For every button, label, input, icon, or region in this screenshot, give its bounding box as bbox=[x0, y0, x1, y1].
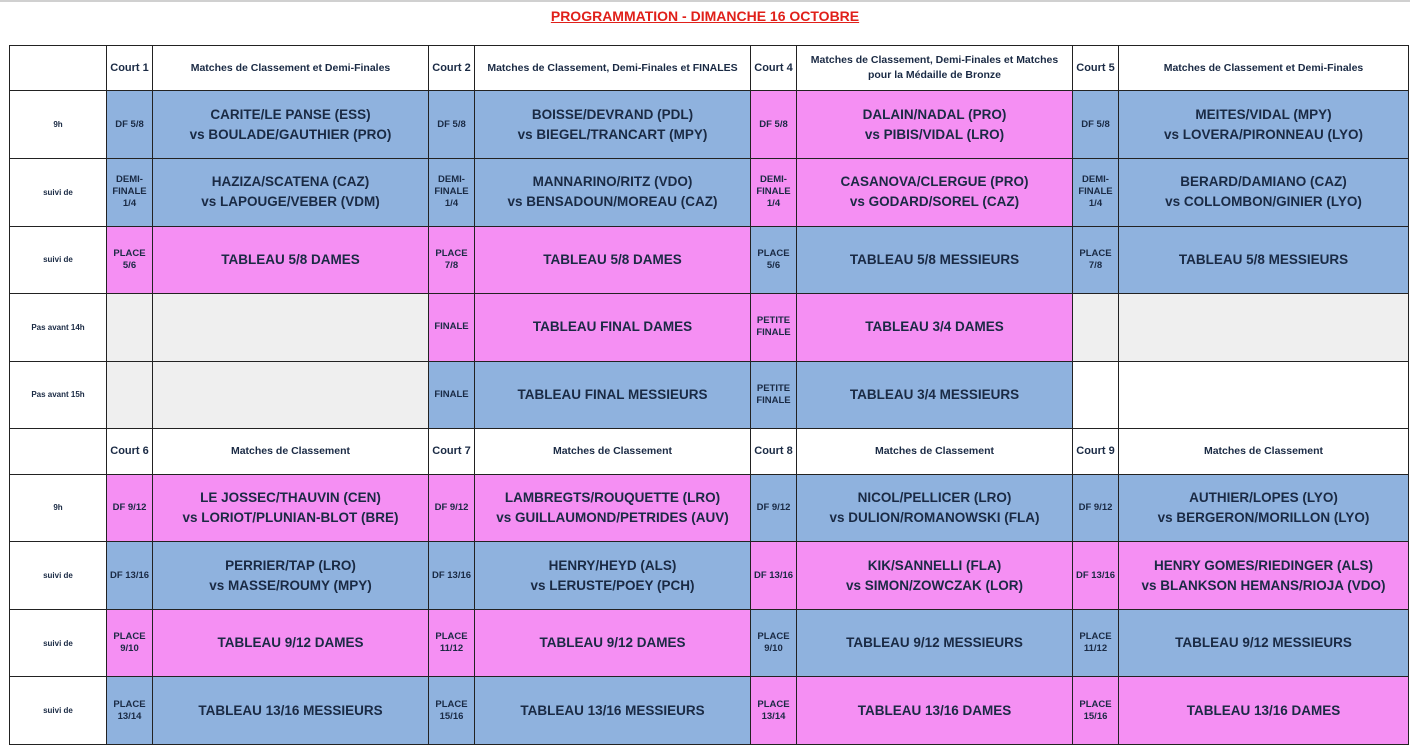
match-line: HENRY/HEYD (ALS) bbox=[548, 557, 677, 573]
round-code: DF 13/16 bbox=[751, 542, 797, 610]
match-cell bbox=[153, 677, 429, 745]
round-code: DEMI-FINALE 1/4 bbox=[107, 158, 153, 226]
match-line: TABLEAU 5/8 DAMES bbox=[221, 251, 360, 267]
court-header: Matches de Classement bbox=[797, 429, 1073, 474]
round-code: PLACE 7/8 bbox=[429, 226, 475, 294]
page-title: PROGRAMMATION - DIMANCHE 16 OCTOBRE bbox=[550, 8, 860, 24]
match-line: vs BERGERON/MORILLON (LYO) bbox=[1157, 509, 1370, 525]
court-label: Court 4 bbox=[751, 46, 797, 91]
match-cell bbox=[1119, 609, 1409, 677]
match-line: TABLEAU 13/16 MESSIEURS bbox=[520, 702, 705, 718]
match-line: BERARD/DAMIANO (CAZ) bbox=[1180, 174, 1347, 190]
match-cell bbox=[153, 542, 429, 610]
match-cell bbox=[153, 474, 429, 542]
match-line: CARITE/LE PANSE (ESS) bbox=[210, 106, 371, 122]
court-header: Matches de Classement, Demi-Finales et Matches pour la Médaille de Bronze bbox=[797, 46, 1073, 91]
match-line: TABLEAU 9/12 MESSIEURS bbox=[846, 635, 1023, 651]
schedule-table bbox=[9, 45, 1409, 745]
court-label: Court 5 bbox=[1073, 46, 1119, 91]
match-cell bbox=[153, 294, 429, 362]
match-line: TABLEAU 13/16 DAMES bbox=[857, 702, 1012, 718]
schedule-row bbox=[10, 226, 1409, 294]
round-code: DF 13/16 bbox=[107, 542, 153, 610]
time-slot: suivi de bbox=[10, 609, 107, 677]
match-line: vs PIBIS/VIDAL (LRO) bbox=[864, 126, 1005, 142]
round-code bbox=[107, 361, 153, 429]
match-cell bbox=[475, 294, 751, 362]
match-line: PERRIER/TAP (LRO) bbox=[225, 557, 356, 573]
schedule-row bbox=[10, 609, 1409, 677]
round-code bbox=[1073, 294, 1119, 362]
corner-cell bbox=[10, 429, 107, 474]
time-slot: suivi de bbox=[10, 542, 107, 610]
round-code: FINALE bbox=[429, 294, 475, 362]
time-slot: Pas avant 14h bbox=[10, 294, 107, 362]
match-line: TABLEAU 5/8 MESSIEURS bbox=[1178, 251, 1349, 267]
round-code: DF 9/12 bbox=[429, 474, 475, 542]
match-cell bbox=[797, 677, 1073, 745]
court-header: Matches de Classement et Demi-Finales bbox=[153, 46, 429, 91]
schedule-row bbox=[10, 474, 1409, 542]
match-line: TABLEAU 3/4 MESSIEURS bbox=[849, 386, 1020, 402]
match-line: MEITES/VIDAL (MPY) bbox=[1195, 106, 1332, 122]
round-code: PLACE 13/14 bbox=[107, 677, 153, 745]
match-line: vs GODARD/SOREL (CAZ) bbox=[849, 194, 1020, 210]
round-code: DF 5/8 bbox=[1073, 91, 1119, 159]
time-slot: 9h bbox=[10, 474, 107, 542]
match-line: DALAIN/NADAL (PRO) bbox=[862, 106, 1007, 122]
schedule-row bbox=[10, 158, 1409, 226]
match-cell bbox=[797, 609, 1073, 677]
match-line: CASANOVA/CLERGUE (PRO) bbox=[840, 174, 1029, 190]
round-code: PLACE 5/6 bbox=[107, 226, 153, 294]
round-code: PLACE 15/16 bbox=[429, 677, 475, 745]
round-code: PLACE 7/8 bbox=[1073, 226, 1119, 294]
match-cell bbox=[153, 609, 429, 677]
match-line: vs LAPOUGE/VEBER (VDM) bbox=[201, 194, 380, 210]
match-line: TABLEAU 13/16 MESSIEURS bbox=[198, 702, 383, 718]
match-line: TABLEAU 9/12 DAMES bbox=[217, 635, 364, 651]
court-header: Matches de Classement bbox=[475, 429, 751, 474]
match-cell bbox=[475, 677, 751, 745]
match-line: LAMBREGTS/ROUQUETTE (LRO) bbox=[504, 489, 721, 505]
round-code: PLACE 13/14 bbox=[751, 677, 797, 745]
match-line: TABLEAU 9/12 DAMES bbox=[539, 635, 686, 651]
round-code: DF 9/12 bbox=[751, 474, 797, 542]
round-code: DEMI-FINALE 1/4 bbox=[751, 158, 797, 226]
court-label: Court 7 bbox=[429, 429, 475, 474]
match-cell bbox=[797, 474, 1073, 542]
match-line: TABLEAU 5/8 DAMES bbox=[543, 251, 682, 267]
match-cell bbox=[475, 158, 751, 226]
match-cell bbox=[1119, 226, 1409, 294]
court-header-row bbox=[10, 429, 1409, 474]
match-line: BOISSE/DEVRAND (PDL) bbox=[531, 106, 694, 122]
match-cell bbox=[1119, 294, 1409, 362]
match-line: vs LOVERA/PIRONNEAU (LYO) bbox=[1163, 126, 1364, 142]
round-code: FINALE bbox=[429, 361, 475, 429]
court-label: Court 1 bbox=[107, 46, 153, 91]
round-code: DF 9/12 bbox=[1073, 474, 1119, 542]
round-code: PLACE 9/10 bbox=[107, 609, 153, 677]
round-code: PETITE FINALE bbox=[751, 361, 797, 429]
match-line: vs BOULADE/GAUTHIER (PRO) bbox=[189, 126, 392, 142]
time-slot: suivi de bbox=[10, 677, 107, 745]
match-line: vs GUILLAUMOND/PETRIDES (AUV) bbox=[496, 509, 729, 525]
court-header: Matches de Classement, Demi-Finales et FINALES bbox=[475, 46, 751, 91]
match-line: vs BLANKSON HEMANS/RIOJA (VDO) bbox=[1141, 577, 1386, 593]
match-cell bbox=[475, 474, 751, 542]
match-cell bbox=[475, 91, 751, 159]
time-slot: suivi de bbox=[10, 226, 107, 294]
match-cell bbox=[797, 91, 1073, 159]
match-cell bbox=[1119, 474, 1409, 542]
match-cell bbox=[797, 226, 1073, 294]
match-line: TABLEAU FINAL MESSIEURS bbox=[517, 386, 708, 402]
match-cell bbox=[153, 226, 429, 294]
schedule-row bbox=[10, 542, 1409, 610]
round-code: DF 13/16 bbox=[1073, 542, 1119, 610]
round-code: DF 5/8 bbox=[429, 91, 475, 159]
match-line: vs LORIOT/PLUNIAN-BLOT (BRE) bbox=[182, 509, 399, 525]
match-line: vs LERUSTE/POEY (PCH) bbox=[530, 577, 695, 593]
round-code: PLACE 11/12 bbox=[429, 609, 475, 677]
court-label: Court 9 bbox=[1073, 429, 1119, 474]
match-line: vs COLLOMBON/GINIER (LYO) bbox=[1165, 194, 1362, 210]
match-cell bbox=[1119, 361, 1409, 429]
match-line: NICOL/PELLICER (LRO) bbox=[857, 489, 1012, 505]
round-code: DF 9/12 bbox=[107, 474, 153, 542]
round-code: DF 5/8 bbox=[107, 91, 153, 159]
match-line: TABLEAU 5/8 MESSIEURS bbox=[849, 251, 1020, 267]
match-line: LE JOSSEC/THAUVIN (CEN) bbox=[200, 489, 381, 505]
round-code: PLACE 15/16 bbox=[1073, 677, 1119, 745]
schedule-row bbox=[10, 294, 1409, 362]
corner-cell bbox=[10, 46, 107, 91]
match-cell bbox=[475, 542, 751, 610]
match-line: TABLEAU 9/12 MESSIEURS bbox=[1175, 635, 1352, 651]
round-code bbox=[1073, 361, 1119, 429]
match-line: MANNARINO/RITZ (VDO) bbox=[532, 174, 693, 190]
match-line: vs BIEGEL/TRANCART (MPY) bbox=[517, 126, 708, 142]
match-cell bbox=[1119, 91, 1409, 159]
schedule-row bbox=[10, 677, 1409, 745]
court-header: Matches de Classement et Demi-Finales bbox=[1119, 46, 1409, 91]
court-header-row bbox=[10, 46, 1409, 91]
match-cell bbox=[475, 609, 751, 677]
round-code: DEMI-FINALE 1/4 bbox=[1073, 158, 1119, 226]
match-cell bbox=[797, 361, 1073, 429]
match-cell bbox=[475, 226, 751, 294]
match-line: vs SIMON/ZOWCZAK (LOR) bbox=[846, 577, 1023, 593]
court-label: Court 8 bbox=[751, 429, 797, 474]
time-slot: Pas avant 15h bbox=[10, 361, 107, 429]
round-code: DEMI-FINALE 1/4 bbox=[429, 158, 475, 226]
match-cell bbox=[1119, 158, 1409, 226]
round-code: DF 13/16 bbox=[429, 542, 475, 610]
match-line: vs DULION/ROMANOWSKI (FLA) bbox=[829, 509, 1040, 525]
match-cell bbox=[153, 158, 429, 226]
match-cell bbox=[475, 361, 751, 429]
match-line: vs BENSADOUN/MOREAU (CAZ) bbox=[507, 194, 718, 210]
court-label: Court 2 bbox=[429, 46, 475, 91]
match-cell bbox=[797, 542, 1073, 610]
round-code bbox=[107, 294, 153, 362]
court-header: Matches de Classement bbox=[153, 429, 429, 474]
round-code: DF 5/8 bbox=[751, 91, 797, 159]
schedule-row bbox=[10, 361, 1409, 429]
match-line: TABLEAU 13/16 DAMES bbox=[1186, 702, 1341, 718]
match-cell bbox=[153, 361, 429, 429]
round-code: PLACE 5/6 bbox=[751, 226, 797, 294]
schedule-row bbox=[10, 91, 1409, 159]
round-code: PLACE 9/10 bbox=[751, 609, 797, 677]
match-cell bbox=[797, 294, 1073, 362]
round-code: PETITE FINALE bbox=[751, 294, 797, 362]
match-line: KIK/SANNELLI (FLA) bbox=[867, 557, 1002, 573]
time-slot: 9h bbox=[10, 91, 107, 159]
court-label: Court 6 bbox=[107, 429, 153, 474]
time-slot: suivi de bbox=[10, 158, 107, 226]
match-cell bbox=[797, 158, 1073, 226]
match-line: vs MASSE/ROUMY (MPY) bbox=[209, 577, 372, 593]
round-code: PLACE 11/12 bbox=[1073, 609, 1119, 677]
match-cell bbox=[1119, 542, 1409, 610]
match-cell bbox=[1119, 677, 1409, 745]
match-line: AUTHIER/LOPES (LYO) bbox=[1189, 489, 1338, 505]
match-line: HAZIZA/SCATENA (CAZ) bbox=[211, 174, 370, 190]
court-header: Matches de Classement bbox=[1119, 429, 1409, 474]
match-line: TABLEAU FINAL DAMES bbox=[532, 319, 693, 335]
match-line: TABLEAU 3/4 DAMES bbox=[865, 319, 1004, 335]
match-line: HENRY GOMES/RIEDINGER (ALS) bbox=[1153, 557, 1374, 573]
top-border bbox=[0, 0, 1410, 2]
match-cell bbox=[153, 91, 429, 159]
